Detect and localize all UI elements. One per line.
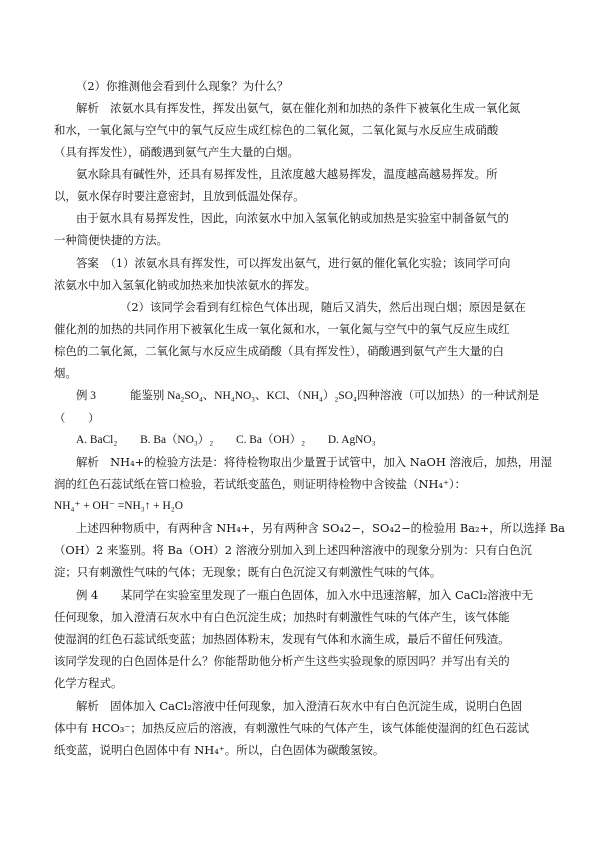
paragraph-line: 一种简便快捷的方法。 — [54, 233, 168, 247]
example-4-line: 任何现象，加入澄清石灰水中有白色沉淀生成；加热时有刺激性气味的气体产生，该气体能 — [54, 610, 510, 624]
analysis-line: 解析 固体加入 CaCl₂溶液中任何现象，加入澄清石灰水中有白色沉淀生成，说明白色固 — [76, 699, 523, 713]
answer-line: 烟。 — [54, 366, 77, 380]
example-4-line: 该同学发现的白色固体是什么？你能帮助他分析产生这些实验现象的原因吗？并写出有关的 — [54, 654, 510, 668]
answer-line: 棕色的二氧化氮，二氧化氮与水反应生成硝酸（具有挥发性），硝酸遇到氨气产生大量的白 — [54, 344, 504, 358]
example-4-line: 化学方程式。 — [54, 676, 123, 690]
paragraph-line: 由于氨水具有易挥发性，因此，向浓氨水中加入氢氧化钠或加热是实验室中制备氨气的 — [76, 211, 509, 225]
analysis-line: 体中有 HCO₃⁻；加热反应后的溶液，有刺激性气味的气体产生，该气体能使湿润的红色石蕊试 — [54, 721, 530, 735]
answer-blank: （ ） — [54, 411, 100, 425]
analysis-line: 解析 NH₄+的检验方法是：将待检物取出少量置于试管中，加入 NaOH 溶液后，加热，用湿 — [76, 455, 552, 469]
question-2: （2）你推测他会看到什么现象？为什么？ — [76, 79, 289, 93]
analysis-line: （具有挥发性），硝酸遇到氨气产生大量的白烟。 — [54, 145, 299, 159]
example-4-line: 例 4 某同学在实验室里发现了一瓶白色固体，加入水中迅速溶解，加入 CaCl₂溶液中无 — [76, 588, 533, 602]
analysis-line: （OH）2 来鉴别。将 Ba（OH）2 溶液分别加入到上述四种溶液中的现象分别为：只有白色沉 — [54, 543, 532, 557]
equation-line: NH₄⁺ + OH⁻ =NH₃↑ + H₂O — [54, 500, 183, 512]
analysis-line: 解析 浓氨水具有挥发性，挥发出氨气，氨在催化剂和加热的条件下被氧化生成一氧化氮 — [76, 101, 521, 115]
answer-line: （2）该同学会看到有红棕色气体出现，随后又消失，然后出现白烟；原因是氨在 — [120, 300, 526, 314]
analysis-line: 润的红色石蕊试纸在管口检验，若试纸变蓝色，则证明待检物中含铵盐（NH₄⁺）： — [54, 477, 467, 491]
analysis-line: 上述四种物质中，有两种含 NH₄+，另有两种含 SO₄2−，SO₄2−的检验用 Ba₂+，所以选择 Ba — [76, 521, 565, 535]
answer-line: 催化剂的加热的共同作用下被氧化生成一氧化氮和水，一氧化氮与空气中的氧气反应生成红 — [54, 322, 510, 336]
analysis-line: 和水，一氧化氮与空气中的氧气反应生成红棕色的二氧化氮，二氧化氮与水反应生成硝酸 — [54, 123, 499, 137]
analysis-line: 淀；只有刺激性气味的气体；无现象；既有白色沉淀又有刺激性气味的气体。 — [54, 565, 442, 579]
example-3-question: 例 3 能鉴别 Na₂SO₄、NH₄NO₃、KCl、（NH₄）₂SO₄四种溶液（可以加热）的一种试剂是 — [76, 390, 540, 402]
answer-line: 答案 （1）浓氨水具有挥发性，可以挥发出氨气，进行氨的催化氧化实验；该同学可向 — [76, 256, 511, 270]
analysis-line: 纸变蓝，说明白色固体中有 NH₄⁺。所以，白色固体为碳酸氢铵。 — [54, 743, 385, 757]
paragraph-line: 氨水除具有碱性外，还具有易挥发性，且浓度越大越易挥发，温度越高越易挥发。所 — [76, 167, 498, 181]
example-4-line: 使湿润的红色石蕊试纸变蓝；加热固体粉末，发现有气体和水滴生成，最后不留任何残渣。 — [54, 632, 510, 646]
paragraph-line: 以，氨水保存时要注意密封，且放到低温处保存。 — [54, 189, 305, 203]
options-line: A. BaCl₂ B. Ba（NO₃）₂ C. Ba（OH）₂ D. AgNO₃ — [76, 434, 376, 446]
answer-line: 浓氨水中加入氢氧化钠或加热来加快浓氨水的挥发。 — [54, 278, 316, 292]
